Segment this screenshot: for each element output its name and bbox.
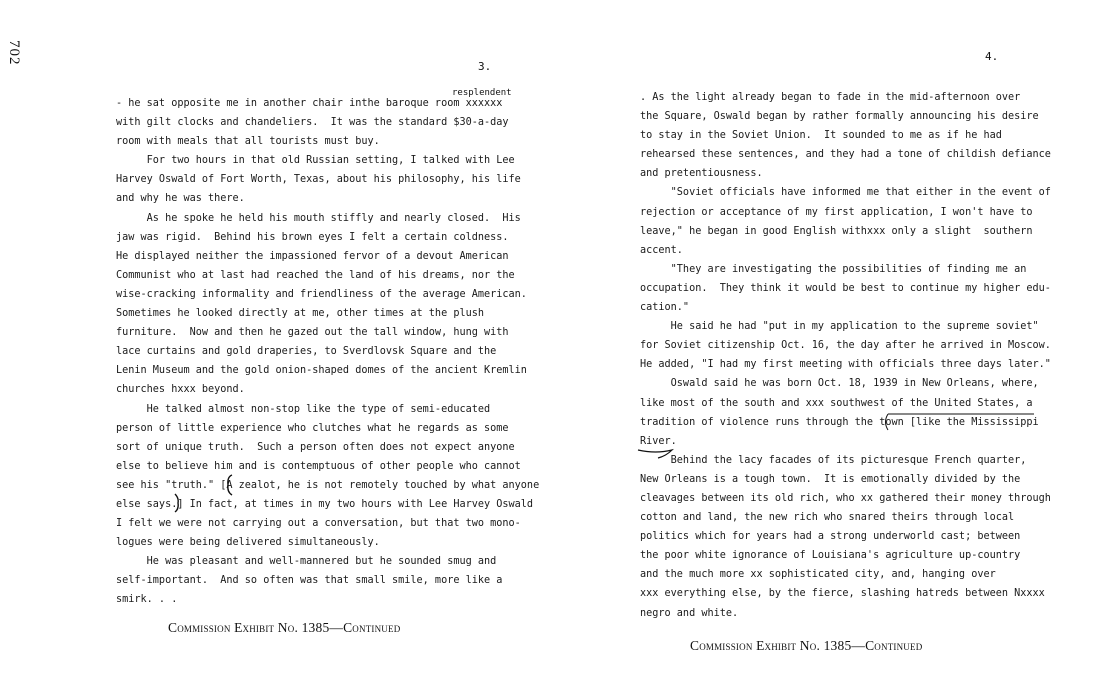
typed-line: He was pleasant and well-mannered but he sounded smug and bbox=[116, 556, 497, 568]
typed-line: jaw was rigid. Behind his brown eyes I felt a certain coldness. bbox=[116, 231, 509, 243]
typed-line: self-important. And so often was that small smile, more like a bbox=[116, 575, 503, 587]
typed-line: wise-cracking informality and friendliness of the average American. bbox=[116, 288, 527, 300]
typed-line: I felt we were not carrying out a conversation, but that two mono- bbox=[116, 518, 521, 530]
typed-line: the poor white ignorance of Louisiana's agriculture up-country bbox=[640, 550, 1021, 562]
typed-line: and the much more xx sophisticated city, and, hanging over bbox=[640, 569, 996, 581]
typed-line: xxx everything else, by the fierce, slashing hatreds between Nxxxx bbox=[640, 588, 1045, 600]
typed-line: else says.] In fact, at times in my two hours with Lee Harvey Oswald bbox=[116, 498, 534, 510]
handwritten-underline-mark bbox=[636, 412, 1039, 460]
typed-line: rejection or acceptance of my first application, I won't have to bbox=[640, 206, 1033, 218]
typed-line: for Soviet citizenship Oct. 16, the day after he arrived in Moscow. bbox=[640, 340, 1051, 352]
typed-line: rehearsed these sentences, and they had a tone of childish defiance bbox=[640, 149, 1051, 161]
typed-line: He said he had "put in my application to the supreme soviet" bbox=[640, 321, 1039, 333]
typed-line: He added, "I had my first meeting with officials three days later." bbox=[640, 359, 1051, 371]
typed-line: cotton and land, the new rich who snared theirs through local bbox=[640, 512, 1015, 524]
typed-line: like most of the south and xxx southwest of the United States, a bbox=[640, 397, 1033, 409]
typed-line: "Soviet officials have informed me that either in the event of bbox=[640, 187, 1051, 199]
typed-line: cleavages between its old rich, who xx gathered their money through bbox=[640, 492, 1051, 504]
typed-line: the Square, Oswald began by rather formally announcing his desire bbox=[640, 111, 1039, 123]
typed-line: furniture. Now and then he gazed out the tall window, hung with bbox=[116, 327, 509, 339]
typed-line: For two hours in that old Russian setting, I talked with Lee bbox=[116, 155, 515, 167]
handwritten-insertion-note: resplendent bbox=[452, 88, 512, 98]
right-page-text bbox=[640, 88, 1051, 623]
bracket-mark bbox=[226, 474, 234, 496]
typed-line: sort of unique truth. Such a person often does not expect anyone bbox=[116, 441, 515, 453]
typed-line: and why he was there. bbox=[116, 193, 245, 205]
typed-line: politics which for years had a strong underworld cast; between bbox=[640, 531, 1021, 543]
typed-line: Oswald said he was born Oct. 18, 1939 in New Orleans, where, bbox=[640, 378, 1039, 390]
typed-line: logues were being delivered simultaneously. bbox=[116, 537, 380, 549]
typed-line: Lenin Museum and the gold onion-shaped domes of the ancient Kremlin bbox=[116, 365, 527, 377]
typed-line: see his "truth." [A zealot, he is not remotely touched by what anyone bbox=[116, 479, 540, 491]
typed-line: and pretentiousness. bbox=[640, 168, 763, 180]
typed-line: occupation. They think it would be best to continue my higher edu- bbox=[640, 282, 1051, 294]
side-page-number: 702 bbox=[6, 40, 22, 66]
typed-line: Communist who at last had reached the land of his dreams, nor the bbox=[116, 269, 515, 281]
typed-line: accent. bbox=[640, 244, 683, 256]
typed-line: River. bbox=[640, 435, 677, 447]
typed-line: to stay in the Soviet Union. It sounded to me as if he had bbox=[640, 130, 1002, 142]
typed-line: He talked almost non-stop like the type of semi-educated bbox=[116, 403, 491, 415]
typed-line: leave," he began in good English withxxx only a slight southern bbox=[640, 225, 1033, 237]
typed-line: else to believe him and is contemptuous of other people who cannot bbox=[116, 460, 521, 472]
typed-line: tradition of violence runs through the town [like the Mississippi bbox=[640, 416, 1039, 428]
typed-line: He displayed neither the impassioned fervor of a devout American bbox=[116, 250, 509, 262]
typed-line: with gilt clocks and chandeliers. It was the standard $30-a-day bbox=[116, 117, 509, 129]
typed-line: Behind the lacy facades of its picturesque French quarter, bbox=[640, 454, 1027, 466]
typed-line: cation." bbox=[640, 302, 690, 314]
typed-line: negro and white. bbox=[640, 607, 739, 619]
left-page-number: 3. bbox=[478, 60, 492, 73]
typed-line: Harvey Oswald of Fort Worth, Texas, about his philosophy, his life bbox=[116, 174, 521, 186]
typed-line: churches hxxx beyond. bbox=[116, 384, 245, 396]
typed-line: As he spoke he held his mouth stiffly and nearly closed. His bbox=[116, 212, 521, 224]
left-page-text bbox=[116, 94, 540, 610]
exhibit-caption-right: Commission Exhibit No. 1385—Continued bbox=[690, 638, 923, 653]
bracket-mark bbox=[174, 493, 180, 513]
typed-line: - he sat opposite me in another chair inthe baroque room xxxxxx bbox=[116, 98, 503, 109]
typed-line: Sometimes he looked directly at me, other times at the plush bbox=[116, 308, 485, 320]
typed-line: room with meals that all tourists must buy. bbox=[116, 136, 380, 148]
typed-line: "They are investigating the possibilities of finding me an bbox=[640, 263, 1027, 275]
typed-line: New Orleans is a tough town. It is emotionally divided by the bbox=[640, 473, 1021, 485]
typed-line: smirk. . . bbox=[116, 594, 178, 606]
typed-line: lace curtains and gold draperies, to Sverdlovsk Square and the bbox=[116, 346, 497, 358]
typed-line: . As the light already began to fade in the mid-afternoon over bbox=[640, 92, 1021, 103]
exhibit-caption-left: Commission Exhibit No. 1385—Continued bbox=[168, 620, 401, 635]
right-page-number: 4. bbox=[985, 50, 999, 63]
typed-line: person of little experience who clutches what he regards as some bbox=[116, 422, 509, 434]
